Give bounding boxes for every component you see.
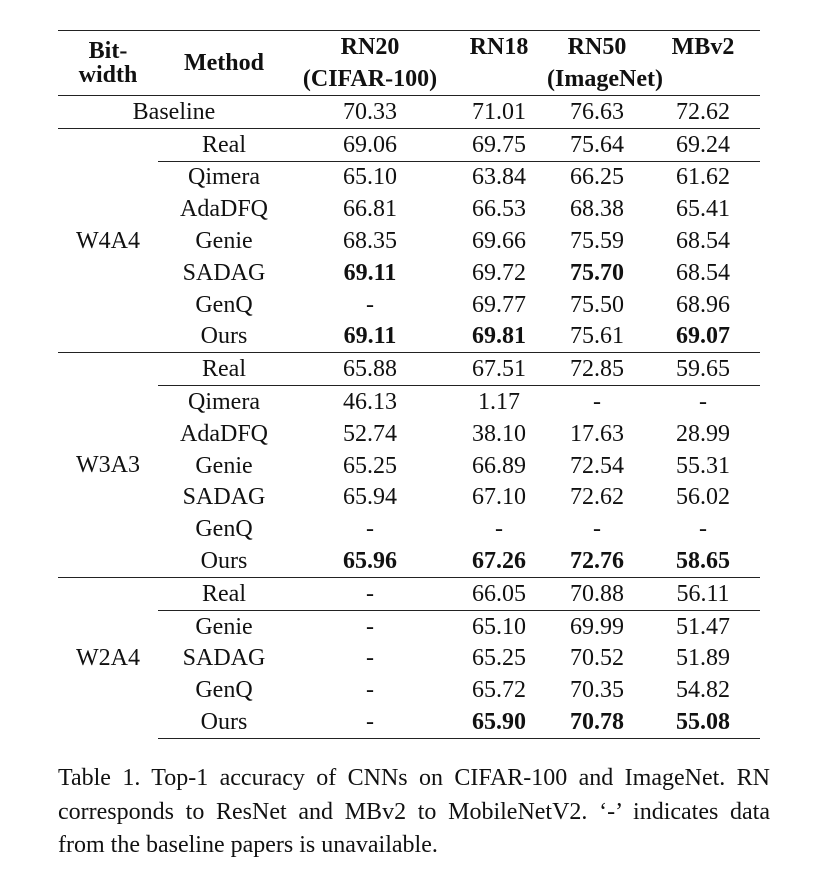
method-cell: SADAG — [182, 645, 266, 672]
value-cell-rn50: 72.76 — [570, 548, 624, 575]
value-cell-mbv2: 61.62 — [646, 161, 760, 193]
value-cell-rn20: 65.88 — [343, 356, 397, 383]
table-row — [58, 610, 760, 642]
method-cell: GenQ — [195, 677, 253, 704]
method-cell: Real — [202, 356, 246, 383]
value-cell-rn20: 69.11 — [343, 323, 397, 350]
method-cell: Real — [202, 580, 246, 607]
method-cell: Qimera — [158, 386, 290, 418]
table-caption: Table 1. Top-1 accuracy of CNNs on CIFAR-100 and ImageNet. RN corresponds to ResNet and MBv2 to MobileNetV2. ‘-’ indicates data from the baseline papers is unavailable. — [58, 765, 770, 858]
method-cell: SADAG — [182, 484, 266, 511]
table-row — [58, 674, 760, 706]
table-row — [58, 321, 760, 353]
method-cell: Real — [202, 131, 246, 158]
value-cell-rn20: 69.11 — [343, 259, 397, 286]
baseline-row — [58, 96, 760, 129]
value-cell-rn20: 52.74 — [343, 420, 397, 447]
value-cell-rn20: 65.94 — [343, 484, 397, 511]
baseline-rn20: 70.33 — [343, 98, 397, 125]
results-table-body — [58, 96, 760, 739]
value-cell-mbv2: - — [699, 516, 707, 543]
value-cell-rn20: 65.96 — [343, 548, 397, 575]
value-cell-mbv2: 69.24 — [676, 131, 730, 158]
value-cell-rn20: 65.25 — [343, 452, 397, 479]
value-cell-rn18: 69.72 — [472, 259, 526, 286]
value-cell-mbv2: 68.96 — [676, 291, 730, 318]
value-cell-rn50: 75.59 — [570, 228, 624, 255]
header-bitwidth — [58, 31, 158, 96]
value-cell-rn50: 70.78 — [548, 706, 646, 738]
value-cell-rn20: 69.06 — [343, 131, 397, 158]
value-cell-mbv2: 51.89 — [676, 645, 730, 672]
value-cell-rn50: 66.25 — [548, 161, 646, 193]
table-row — [58, 450, 760, 482]
value-cell-mbv2: 65.41 — [676, 196, 730, 223]
method-cell: GenQ — [195, 291, 253, 318]
value-cell-mbv2: 69.07 — [676, 323, 730, 350]
value-cell-rn18: 65.10 — [450, 610, 548, 642]
table-row — [58, 545, 760, 577]
value-cell-rn50: 75.61 — [570, 323, 624, 350]
value-cell-rn20: - — [366, 291, 374, 318]
table-row — [58, 643, 760, 675]
value-cell-rn50: 17.63 — [570, 420, 624, 447]
value-cell-rn50: 72.62 — [570, 484, 624, 511]
value-cell-rn50: 75.50 — [570, 291, 624, 318]
value-cell-rn20: 65.10 — [290, 161, 450, 193]
value-cell-rn20: 46.13 — [290, 386, 450, 418]
value-cell-mbv2: 58.65 — [676, 548, 730, 575]
baseline-label: Baseline — [132, 98, 216, 125]
table-row — [58, 482, 760, 514]
header-bitwidth-line1: Bit- — [88, 38, 128, 64]
value-cell-rn18: 69.81 — [472, 323, 526, 350]
value-cell-rn18: 65.90 — [450, 706, 548, 738]
method-cell: GenQ — [195, 516, 253, 543]
method-cell: Genie — [195, 228, 253, 255]
baseline-rn18: 71.01 — [472, 98, 526, 125]
value-cell-rn50: 70.88 — [570, 580, 624, 607]
table-row — [58, 353, 760, 386]
method-cell: Qimera — [158, 161, 290, 193]
value-cell-rn50: 75.64 — [570, 131, 624, 158]
value-cell-mbv2: 59.65 — [676, 356, 730, 383]
header-bitwidth-line2: width — [78, 62, 138, 88]
header-mbv2: MBv2 — [671, 34, 735, 60]
table-row — [58, 513, 760, 545]
value-cell-rn18: 1.17 — [450, 386, 548, 418]
value-cell-rn50: 72.54 — [570, 452, 624, 479]
value-cell-rn18: 66.05 — [472, 580, 526, 607]
value-cell-mbv2: 28.99 — [676, 420, 730, 447]
table-row — [58, 418, 760, 450]
value-cell-mbv2: 51.47 — [646, 610, 760, 642]
table-row — [58, 577, 760, 610]
bitwidth-cell: W2A4 — [76, 645, 140, 672]
value-cell-mbv2: 55.31 — [676, 452, 730, 479]
value-cell-rn50: 68.38 — [570, 196, 624, 223]
table-row — [58, 257, 760, 289]
value-cell-rn20: 66.81 — [343, 196, 397, 223]
value-cell-rn50: 70.52 — [570, 645, 624, 672]
value-cell-mbv2: 56.02 — [676, 484, 730, 511]
baseline-rn50: 76.63 — [570, 98, 624, 125]
value-cell-rn18: 67.10 — [472, 484, 526, 511]
method-cell: Ours — [200, 323, 248, 350]
value-cell-rn18: - — [495, 516, 503, 543]
method-cell: AdaDFQ — [180, 420, 268, 447]
value-cell-rn50: 69.99 — [548, 610, 646, 642]
method-cell: Genie — [158, 610, 290, 642]
value-cell-rn18: 67.26 — [472, 548, 526, 575]
value-cell-rn20: - — [366, 516, 374, 543]
value-cell-rn18: 69.66 — [472, 228, 526, 255]
value-cell-rn18: 65.72 — [472, 677, 526, 704]
table-row — [58, 289, 760, 321]
baseline-mbv2: 72.62 — [676, 98, 730, 125]
table-row — [58, 161, 760, 193]
bitwidth-cell: W3A3 — [76, 452, 140, 479]
value-cell-rn18: 67.51 — [472, 356, 526, 383]
value-cell-rn18: 65.25 — [472, 645, 526, 672]
value-cell-rn20: - — [366, 580, 374, 607]
header-imagenet: (ImageNet) — [547, 66, 663, 92]
value-cell-rn20: - — [290, 706, 450, 738]
header-rn50: RN50 — [567, 34, 627, 60]
value-cell-rn18: 69.75 — [472, 131, 526, 158]
value-cell-rn50: 75.70 — [570, 259, 624, 286]
value-cell-rn18: 38.10 — [472, 420, 526, 447]
header-cifar100: (CIFAR-100) — [302, 66, 438, 92]
table-row — [58, 386, 760, 418]
value-cell-mbv2: 56.11 — [676, 580, 730, 607]
value-cell-mbv2: 55.08 — [646, 706, 760, 738]
value-cell-rn18: 66.53 — [472, 196, 526, 223]
method-cell: AdaDFQ — [180, 196, 268, 223]
value-cell-mbv2: - — [646, 386, 760, 418]
method-cell: Ours — [200, 548, 248, 575]
header-method: Method — [184, 50, 264, 76]
value-cell-rn50: - — [593, 516, 601, 543]
method-cell: SADAG — [182, 259, 266, 286]
value-cell-rn50: - — [548, 386, 646, 418]
bitwidth-cell: W4A4 — [76, 227, 140, 254]
results-table-container — [58, 30, 760, 739]
value-cell-rn50: 70.35 — [570, 677, 624, 704]
value-cell-rn18: 69.77 — [472, 291, 526, 318]
value-cell-rn20: - — [366, 645, 374, 672]
value-cell-mbv2: 68.54 — [676, 259, 730, 286]
value-cell-rn20: - — [366, 677, 374, 704]
table-row — [58, 225, 760, 257]
header-rn18: RN18 — [469, 34, 529, 60]
value-cell-mbv2: 68.54 — [676, 228, 730, 255]
table-row — [58, 193, 760, 225]
value-cell-rn20: - — [290, 610, 450, 642]
table-row — [58, 706, 760, 738]
header-rn20: RN20 — [340, 34, 400, 60]
value-cell-rn18: 63.84 — [450, 161, 548, 193]
method-cell: Ours — [158, 706, 290, 738]
value-cell-rn18: 66.89 — [472, 452, 526, 479]
value-cell-rn50: 72.85 — [570, 356, 624, 383]
method-cell: Genie — [195, 452, 253, 479]
results-table — [58, 30, 760, 739]
table-row — [58, 128, 760, 161]
value-cell-rn20: 68.35 — [343, 228, 397, 255]
value-cell-mbv2: 54.82 — [676, 677, 730, 704]
